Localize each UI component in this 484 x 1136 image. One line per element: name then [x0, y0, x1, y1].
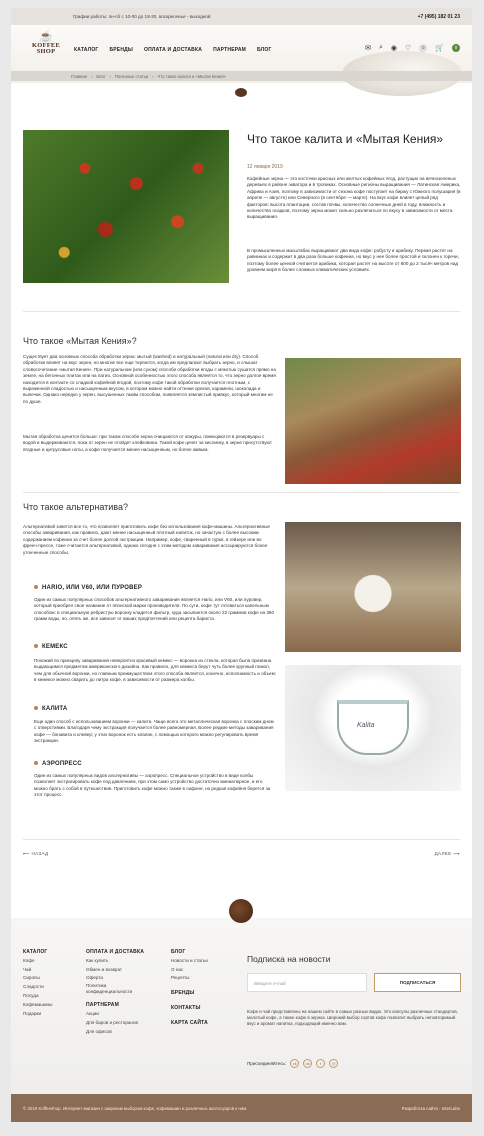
coffee-bean-divider-icon	[235, 88, 247, 97]
intro-paragraph-1: Кофейные зерна — это косточки красных или желтых кофейных ягод, растущих на вечнозеленых деревьях в районе экватора и в тропиках. Основные регионы выращивания — Латинская Америка, Африка и Азия, поэтому в зависимости от сезона кофе поступает на биржу с Южного полушария (в апреле — августе) или Северного (в сентябре — марте). На вкус кофе влияет целый ряд факторов: высота плантации, состав почвы, количество солнечных дней в году, влажность и количество осадков, поэтому зерна может сильно различаться по вкусу в зависимости от места выращивания.	[247, 176, 461, 220]
footer-link[interactable]: Посуда	[23, 992, 39, 998]
search-icon[interactable]: ⌕	[378, 44, 383, 51]
footer-blog-title[interactable]: БЛОГ	[171, 949, 186, 955]
footer-catalog-column	[23, 948, 52, 1018]
footer-sitemap-link[interactable]: КАРТА САЙТА	[171, 1019, 208, 1026]
kalita-dripper-image	[285, 665, 461, 791]
cart-count: 0	[452, 44, 460, 52]
section-title-alternative: Что такое альтернатива?	[23, 502, 128, 512]
arrow-right-icon: ⟶	[451, 851, 460, 856]
footer-payment-title[interactable]: ОПЛАТА И ДОСТАВКА	[86, 949, 145, 955]
dripper-icon: Kalita	[337, 700, 409, 755]
footer-link[interactable]: Для офисов	[86, 1028, 112, 1034]
footer-link[interactable]: Кофе	[23, 957, 35, 963]
breadcrumb-articles[interactable]: Полезные статьи	[114, 73, 149, 79]
favorites-count: 0	[419, 44, 427, 52]
bottom-bar	[11, 1094, 472, 1122]
divider	[23, 492, 460, 493]
footer-link[interactable]: Новости и статьи	[171, 957, 208, 963]
prev-link[interactable]: ⟵ НАЗАД	[23, 851, 49, 856]
section-title-kenya: Что такое «Мытая Кения»?	[23, 336, 137, 346]
instagram-icon[interactable]: ◎	[329, 1059, 338, 1068]
arrow-left-icon: ⟵	[23, 851, 32, 856]
footer-link[interactable]: Обмен и возврат	[86, 966, 123, 972]
cart-icon[interactable]: 🛒	[435, 45, 444, 52]
breadcrumb-blog[interactable]: Блог	[96, 73, 106, 79]
heart-icon[interactable]: ♡	[405, 45, 412, 52]
next-link[interactable]: ДАЛЕЕ ⟶	[434, 851, 460, 856]
footer-link[interactable]: Кофемашины	[23, 1001, 53, 1007]
footer-blog-column	[171, 948, 208, 1028]
breadcrumb-separator: ›	[109, 73, 111, 79]
footer-catalog-title[interactable]: КАТАЛОГ	[23, 949, 48, 955]
top-bar	[11, 8, 472, 25]
nav-partners[interactable]: ПАРТНЕРАМ	[213, 47, 247, 53]
mail-icon[interactable]: ✉	[365, 45, 371, 52]
social-links	[247, 1059, 338, 1068]
method-title-hario: HARIO, ИЛИ V60, ИЛИ ПУРОВЕР	[34, 585, 142, 591]
method-title-kalita: КАЛИТА	[34, 706, 67, 712]
divider	[23, 839, 460, 840]
divider	[23, 311, 460, 312]
breadcrumb-separator: ›	[90, 73, 93, 79]
footer-link[interactable]: конфиденциальности	[86, 989, 133, 995]
bullet-icon	[34, 585, 38, 589]
header-icons	[365, 44, 460, 52]
footer-link[interactable]: Сиропы	[23, 975, 40, 981]
intro-paragraph-2: В промышленных масштабах выращивают два вида кофе: робусту и арабику. Первая растет на равнинах и содержит в два раза больше кофеина, но вкус у нее более простой и склонен к горечи, поэтому более ценной считается арабика, которая растет на высоте от 800 до 2 тысяч метров над уровнем моря в более сложных климатических условиях.	[247, 248, 459, 273]
method-text-kalita: Еще один способ с использованием воронки — калита. Чаще всего это металлическая воронка с плоским дном с отверстиями. Благодаря чему экстракция получается более равномерная. Более редкие методы заваривания кофе — бонавита и клевер; у этих воронок есть клапан, с помощью которого можно регулировать время экстракции.	[34, 719, 274, 744]
footer-link[interactable]: Как купить	[86, 957, 109, 963]
bullet-icon	[34, 644, 38, 648]
nav-catalog[interactable]: КАТАЛОГ	[74, 47, 99, 53]
user-icon[interactable]: ◉	[390, 45, 397, 52]
footer-contacts-link[interactable]: КОНТАКТЫ	[171, 1004, 201, 1011]
footer-link[interactable]: Для баров и ресторанов	[86, 1019, 138, 1025]
pour-over-coffee-image	[285, 522, 461, 652]
cup-icon: ☕	[39, 31, 53, 43]
working-hours: Графии работы: пн-сб с 10-00 до 18-30, воскресенье - выходной	[73, 14, 211, 19]
header	[11, 25, 472, 83]
phone-link[interactable]: +7 (495) 182 01 23	[417, 13, 460, 20]
footer-link[interactable]: Политика	[86, 983, 107, 989]
method-text-chemex: Похожий по принципу заваривания невероятно красивый кемекс — воронка из стекла, которая была призвана выдающимся предметом американского дизайна. Как правило, для кемекса берут чуть более крупный помол, чем для обычной воронки, но главным преимуществом этого способа является, конечно, исполнимость и объем: в кемексе можно сварить до литра кофе, в зависимости от размера колбы.	[34, 658, 277, 683]
method-title-chemex: КЕМЕКС	[34, 644, 68, 650]
breadcrumb	[11, 71, 472, 81]
breadcrumb-current: Что такое калита и «Мытая Кения»	[157, 73, 226, 79]
footer-link[interactable]: Оферта	[86, 975, 103, 981]
footer-partners-title[interactable]: ПАРТНЕРАМ	[86, 1002, 119, 1009]
method-title-aeropress: АЭРОПРЕСС	[34, 761, 82, 767]
developer-link[interactable]: Разработка сайта - InterLabs	[401, 1105, 460, 1111]
coffee-cherries-image	[23, 130, 229, 283]
logo[interactable]: ☕ KOFFEE SHOP	[27, 32, 65, 66]
footer-link[interactable]: Сладости	[23, 984, 44, 990]
odnoklassniki-icon[interactable]: ok	[303, 1059, 312, 1068]
footer-link[interactable]: Рецепты	[171, 975, 190, 981]
footer-brands-link[interactable]: БРЕНДЫ	[171, 990, 195, 997]
facebook-icon[interactable]: f	[316, 1059, 325, 1068]
email-input[interactable]: Введите e-mail	[247, 973, 367, 992]
coffee-heart-icon	[229, 899, 253, 923]
page	[11, 8, 472, 1122]
nav-payment-delivery[interactable]: ОПЛАТА И ДОСТАВКА	[144, 47, 203, 53]
breadcrumb-separator: ›	[152, 73, 154, 79]
main-nav	[74, 47, 272, 53]
newsletter-title: Подписка на новости	[247, 954, 331, 964]
article-date: 12 января 2019	[247, 164, 283, 170]
footer-link[interactable]: Подарки	[23, 1010, 42, 1016]
page-title: Что такое калита и «Мытая Кения»	[247, 132, 444, 146]
coffee-drying-beds-image	[285, 358, 461, 484]
kenya-paragraph-2: Мытая обработка ценится больше: при таком способе зерна очищаются от кожуры, помещаются в резервуары с водой и выдерживаются, пока от зерен не отойдет клейковина. Такой кофе ценят за кислинку, в зерне присутствуют ягодные и цитрусовые ноты, а кофе получается менее насыщенным, но более живым.	[23, 434, 272, 452]
nav-brands[interactable]: БРЕНДЫ	[109, 47, 134, 53]
footer-link[interactable]: Акции	[86, 1010, 99, 1016]
kenya-paragraph-1: Существует два основных способа обработки зерна: мытый (washed) и натуральный (natural или dry). Способ обработки влияет на вкус зерен, но многие все еще теряются, когда им предлагают выбрать зерно, и слышат словосочетание «мытая Кения». При натуральном (или сухом) способе обработки ягоды с мякотью сушатся прямо на земле, на бетонных плитах или на патио. Основной особенностью этого способа является то, что зерно долгое время находится в контакте со сладкой кофейной ягодой, поэтому кофе такой обработки получается плотным, с выраженной сладостью и насыщенным вкусом, в котором можно найти оттенки орехов, карамели, шоколада и выпечки. Однако нередко у зерен, высушенных таким способом, появляется землистый привкус, который многим не по душе.	[23, 354, 276, 404]
footer-description: Кофе и чай представлены на нашем сайте в самых разных видах. Это капсулы различных стандартов, молотый кофе, а также кофе в зернах. Широкий выбор сортов кофе позволит выбрать неповторимый вкус и аромат напитка, подходящий именно вам.	[247, 1009, 458, 1027]
alternative-paragraph: Альтернативой зовется все то, что позволяет приготовить кофе без использования кофе-машины. Альтернативные способы заваривания, как правило, дают менее насыщенный плотный напиток, но зачастую с более высоким содержанием кофеина за счет более долгой экстракции. Например, кофе, сваренный в турке, в гейзере или во френч-прессе, тоже считается альтернативой, однако сегодня с этим методом заваривания ассоциируются более утонченные способы.	[23, 524, 270, 555]
copyright: © 2019 Koffeeshop. Интернет-магазин с широким выбором кофе, кофемашин и различных аксессуаров к ним.	[23, 1105, 248, 1111]
join-label: Присоединяйтесь:	[247, 1061, 287, 1066]
footer-payment-column	[86, 948, 144, 1036]
footer-link[interactable]: О нас	[171, 966, 184, 972]
subscribe-button[interactable]: ПОДПИСАТЬСЯ	[374, 973, 461, 992]
breadcrumb-home[interactable]: Главная	[71, 73, 87, 79]
nav-blog[interactable]: БЛОГ	[257, 47, 272, 53]
footer	[11, 918, 472, 1094]
bullet-icon	[34, 761, 38, 765]
footer-link[interactable]: Чай	[23, 966, 32, 972]
method-text-hario: Один из самых популярных способов альтернативного заваривания является Hario, или V60, или пуровер, который приобрел свое название от японской марки производителя. По сути, кофе тут готовиться капельным способом: в специальную ребристую воронку кладется фильтр, куда засыпается около 22 граммов кофе на 360 грамм воды, но, опять же, все зависит от ваших предпочтений или рецепта бариста.	[34, 597, 275, 622]
bullet-icon	[34, 706, 38, 710]
method-text-aeropress: Один из самых популярных видов альтернативы — аэропресс. Специальное устройство в виде колбы позволяет экстрагировать кофе под давлением, при этом само устройство достаточно миниатюрное, и его можно брать с собой в путешествия. Приготовить кофе можно также в сифоне, но редкая кофейня берется за этот процесс.	[34, 773, 271, 798]
vk-icon[interactable]: vk	[290, 1059, 299, 1068]
